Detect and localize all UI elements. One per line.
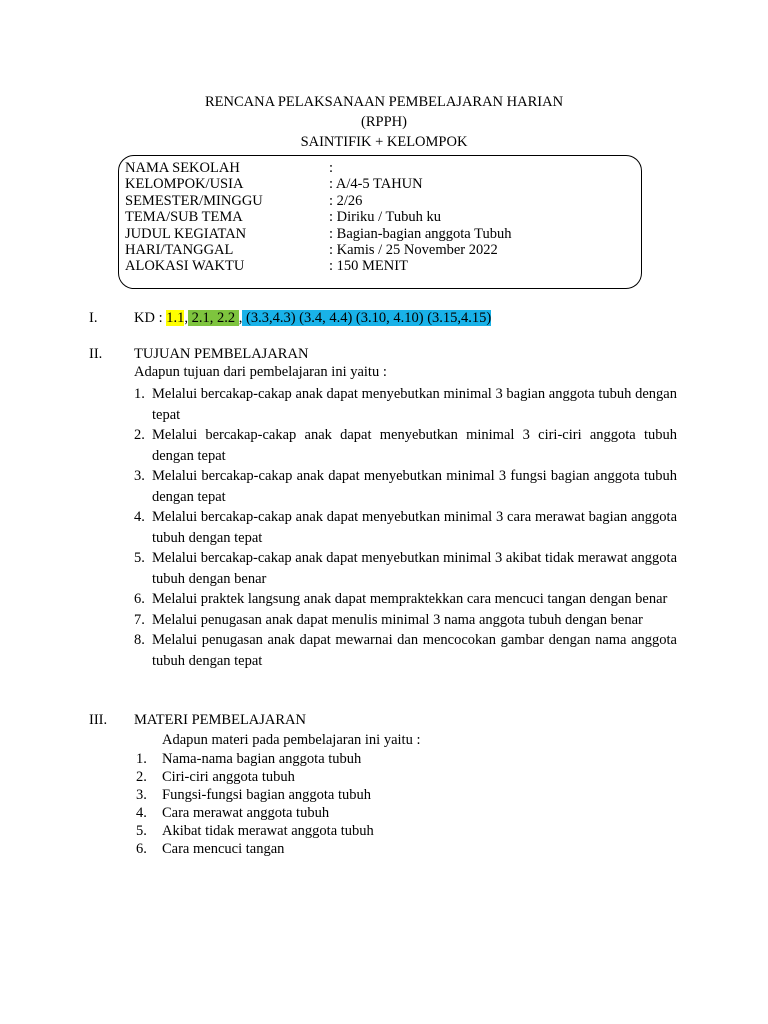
list-text: Melalui bercakap-cakap anak dapat menyebutkan minimal 3 ciri-ciri anggota tubuh dengan tepat <box>152 427 677 464</box>
info-value: : Bagian-bagian anggota Tubuh <box>329 225 512 242</box>
title-line-3: SAINTIFIK + KELOMPOK <box>300 134 468 150</box>
list-number: 4. <box>136 805 147 821</box>
kd-highlight-cyan: (3.3,4.3) (3.4, 4.4) (3.10, 4.10) (3.15,4.15) <box>242 310 492 326</box>
list-number: 5. <box>136 823 147 839</box>
title-line-1: RENCANA PELAKSANAAN PEMBELAJARAN HARIAN <box>204 94 564 110</box>
list-number: 1. <box>134 386 145 402</box>
list-number: 2. <box>134 427 145 443</box>
list-item <box>136 822 374 840</box>
list-text: Melalui bercakap-cakap anak dapat menyebutkan minimal 3 akibat tidak merawat anggota tubuh dengan benar <box>152 550 678 587</box>
info-row <box>125 176 511 192</box>
list-item <box>136 750 374 768</box>
list-text: Cara merawat anggota tubuh <box>162 805 330 821</box>
list-item <box>134 384 677 425</box>
info-value: : Diriku / Tubuh ku <box>329 209 441 226</box>
list-number: 3. <box>136 787 147 803</box>
info-row <box>125 226 511 242</box>
info-table <box>125 160 511 275</box>
kd-prefix: KD : <box>134 310 167 326</box>
list-item <box>134 589 677 610</box>
list-text: Melalui penugasan anak dapat menulis minimal 3 nama anggota tubuh dengan benar <box>152 611 643 628</box>
info-row <box>125 209 511 225</box>
info-value: : 150 MENIT <box>329 258 408 275</box>
info-row <box>125 160 511 176</box>
list-item <box>136 840 374 858</box>
tujuan-intro: Adapun tujuan dari pembelajaran ini yaitu : <box>134 364 387 380</box>
info-row <box>125 193 511 209</box>
info-label: TEMA/SUB TEMA <box>125 209 243 226</box>
list-text: Akibat tidak merawat anggota tubuh <box>162 823 374 839</box>
list-item <box>134 548 677 589</box>
info-label: ALOKASI WAKTU <box>125 258 245 275</box>
list-item <box>136 804 374 822</box>
list-text: Melalui penugasan anak dapat mewarnai dan mencocokan gambar dengan nama anggota tubuh dengan tepat <box>152 632 677 669</box>
kd-separator: , <box>184 310 188 326</box>
info-value: : Kamis / 25 November 2022 <box>329 241 498 258</box>
info-label: JUDUL KEGIATAN <box>125 225 247 242</box>
list-text: Nama-nama bagian anggota tubuh <box>162 751 362 767</box>
list-text: Fungsi-fungsi bagian anggota tubuh <box>162 787 372 803</box>
list-text: Ciri-ciri anggota tubuh <box>162 769 295 785</box>
list-number: 5. <box>134 550 145 566</box>
info-value: : A/4-5 TAHUN <box>329 176 423 193</box>
materi-intro: Adapun materi pada pembelajaran ini yaitu : <box>162 732 421 748</box>
list-item <box>134 610 677 631</box>
kd-highlight-green: 2.1, 2.2 <box>187 310 239 326</box>
section-number: II. <box>89 346 103 362</box>
list-item <box>136 768 374 786</box>
list-number: 6. <box>134 591 145 607</box>
list-text: Cara mencuci tangan <box>162 841 285 857</box>
info-label: NAMA SEKOLAH <box>125 160 240 176</box>
tujuan-list <box>134 384 677 671</box>
materi-list <box>136 750 374 858</box>
info-label: KELOMPOK/USIA <box>125 176 244 193</box>
list-number: 8. <box>134 632 145 648</box>
list-number: 7. <box>134 611 145 628</box>
info-value: : 2/26 <box>329 192 363 209</box>
list-number: 4. <box>134 509 145 525</box>
section-title: MATERI PEMBELAJARAN <box>134 712 306 728</box>
info-row <box>125 258 511 274</box>
kd-content <box>134 308 491 328</box>
section-number: I. <box>89 310 98 326</box>
list-text: Melalui bercakap-cakap anak dapat menyebutkan minimal 3 bagian anggota tubuh dengan tepat <box>152 386 677 423</box>
info-value: : <box>329 160 334 176</box>
list-item <box>134 507 677 548</box>
section-number: III. <box>89 712 108 728</box>
kd-separator: , <box>238 310 243 326</box>
list-item <box>136 786 374 804</box>
kd-highlight-yellow: 1.1 <box>166 310 185 326</box>
info-row <box>125 242 511 258</box>
info-label: SEMESTER/MINGGU <box>125 192 263 209</box>
list-item <box>134 630 677 671</box>
list-number: 3. <box>134 468 145 484</box>
title-line-2: (RPPH) <box>361 114 407 130</box>
list-item <box>134 425 677 466</box>
section-title: TUJUAN PEMBELAJARAN <box>134 346 309 362</box>
list-number: 1. <box>136 751 147 767</box>
list-number: 6. <box>136 841 147 857</box>
list-number: 2. <box>136 769 147 785</box>
list-text: Melalui bercakap-cakap anak dapat menyebutkan minimal 3 cara merawat bagian anggota tubuh dengan tepat <box>152 509 677 546</box>
info-label: HARI/TANGGAL <box>125 241 234 258</box>
list-item <box>134 466 677 507</box>
list-text: Melalui bercakap-cakap anak dapat menyebutkan minimal 3 fungsi bagian anggota tubuh dengan tepat <box>152 468 677 505</box>
document-title <box>0 92 768 152</box>
list-text: Melalui praktek langsung anak dapat mempraktekkan cara mencuci tangan dengan benar <box>152 591 668 607</box>
